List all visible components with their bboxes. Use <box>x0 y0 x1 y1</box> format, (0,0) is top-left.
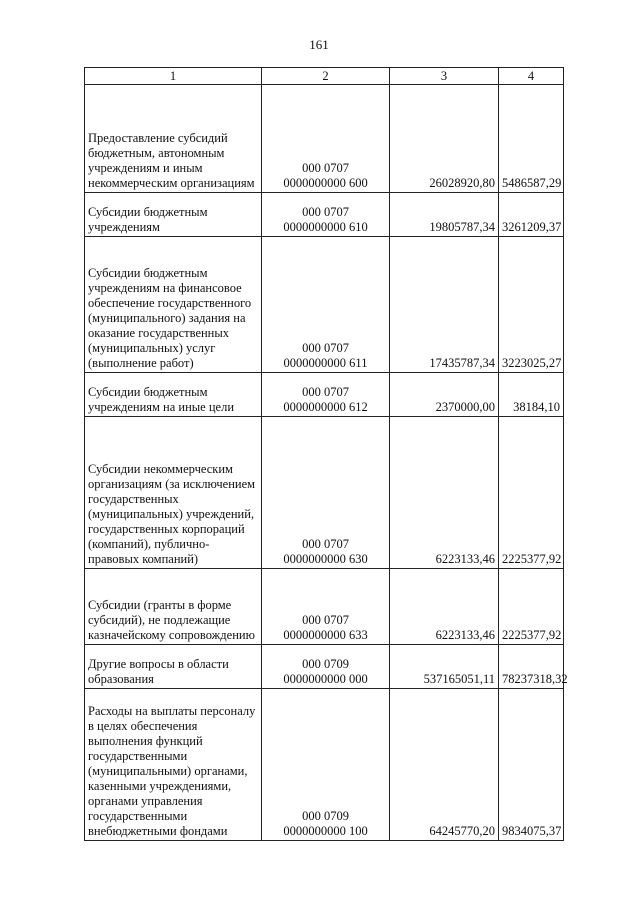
row-value-4: 2225377,92 <box>499 417 564 569</box>
row-description: Субсидии некоммерческим организациям (за исключением государственных (муниципальных) учреждений, государственных корпораций (компаний), публично-правовых компаний) <box>85 417 262 569</box>
row-description: Субсидии бюджетным учреждениям на финансовое обеспечение государственного (муниципального) задания на оказание государственных (муниципальных) услуг (выполнение работ) <box>85 237 262 373</box>
table-row <box>85 569 564 645</box>
row-description: Другие вопросы в области образования <box>85 645 262 689</box>
row-value-3: 2370000,00 <box>390 373 499 417</box>
row-code: 000 0707 0000000000 633 <box>262 569 390 645</box>
row-code: 000 0709 0000000000 100 <box>262 689 390 841</box>
row-value-3: 6223133,46 <box>390 417 499 569</box>
row-value-4: 3261209,37 <box>499 193 564 237</box>
table-row <box>85 417 564 569</box>
row-value-3: 6223133,46 <box>390 569 499 645</box>
row-code: 000 0707 0000000000 612 <box>262 373 390 417</box>
row-description: Расходы на выплаты персоналу в целях обеспечения выполнения функций государственными (муниципальными) органами, казенными учреждениями, органами управления государственными внебюджетными фондами <box>85 689 262 841</box>
table-header-row <box>85 68 564 85</box>
table-row <box>85 645 564 689</box>
row-code: 000 0707 0000000000 600 <box>262 85 390 193</box>
row-value-4: 38184,10 <box>499 373 564 417</box>
row-description: Субсидии (гранты в форме субсидий), не подлежащие казначейскому сопровождению <box>85 569 262 645</box>
row-value-3: 26028920,80 <box>390 85 499 193</box>
column-header-1: 1 <box>85 68 262 85</box>
budget-table <box>84 67 568 841</box>
row-value-3: 537165051,11 <box>390 645 499 689</box>
table-row <box>85 689 564 841</box>
row-value-4: 9834075,37 <box>499 689 564 841</box>
row-value-4: 2225377,92 <box>499 569 564 645</box>
row-code: 000 0709 0000000000 000 <box>262 645 390 689</box>
row-description: Предоставление субсидий бюджетным, автономным учреждениям и иным некоммерческим организациям <box>85 85 262 193</box>
page-number: 161 <box>309 37 329 52</box>
row-value-3: 17435787,34 <box>390 237 499 373</box>
column-header-2: 2 <box>262 68 390 85</box>
row-value-4: 3223025,27 <box>499 237 564 373</box>
row-value-4: 5486587,29 <box>499 85 564 193</box>
row-description: Субсидии бюджетным учреждениям <box>85 193 262 237</box>
row-code: 000 0707 0000000000 630 <box>262 417 390 569</box>
row-code: 000 0707 0000000000 611 <box>262 237 390 373</box>
table-row <box>85 193 564 237</box>
table-row <box>85 237 564 373</box>
row-code: 000 0707 0000000000 610 <box>262 193 390 237</box>
row-value-3: 64245770,20 <box>390 689 499 841</box>
row-value-3: 19805787,34 <box>390 193 499 237</box>
table-row <box>85 85 564 193</box>
row-value-4: 78237318,32 <box>499 645 564 689</box>
row-description: Субсидии бюджетным учреждениям на иные цели <box>85 373 262 417</box>
column-header-4: 4 <box>499 68 564 85</box>
column-header-3: 3 <box>390 68 499 85</box>
table-row <box>85 373 564 417</box>
